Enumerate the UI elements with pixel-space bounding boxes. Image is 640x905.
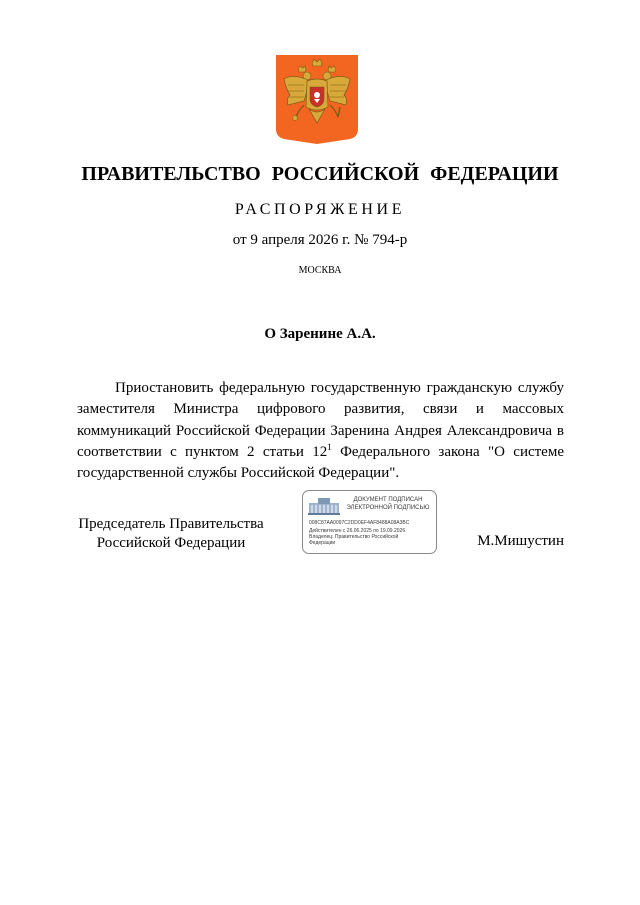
body-text-part2: Федерального закона "О системе государственной службы Российской Федерации". — [77, 443, 564, 482]
document-body — [77, 378, 564, 484]
document-date-number: от 9 апреля 2026 г. № 794-р — [232, 232, 408, 248]
body-superscript: 1 — [327, 441, 332, 452]
emblem — [276, 55, 358, 144]
signer-title-line2: Российской Федерации — [96, 535, 246, 551]
government-title: ПРАВИТЕЛЬСТВО РОССИЙСКОЙ ФЕДЕРАЦИИ — [81, 163, 559, 185]
document-city: МОСКВА — [298, 265, 342, 276]
stamp-owner-line1: Владелец: Правительство Российской — [309, 534, 399, 540]
stamp-certificate: 008C87AA0097C2DD0EF4AF8488A08A3BC — [309, 520, 410, 526]
stamp-heading-line1: ДОКУМЕНТ ПОДПИСАН — [353, 497, 423, 503]
signer-title — [76, 515, 266, 553]
signer-title-line1: Председатель Правительства — [78, 516, 264, 532]
signer-name: М.Мишустин — [477, 533, 564, 549]
document-type: РАСПОРЯЖЕНИЕ — [234, 201, 406, 218]
body-text-part1: Приостановить федеральную государственную гражданскую службу заместителя Министра цифрового развития, связи и массовых коммуникаций Российской Федерации Заренина Андрея Александровича в соответствии с пунктом 2 статьи 12 — [77, 380, 564, 460]
electronic-signature-stamp — [302, 490, 437, 554]
stamp-owner-line2: Федерации — [309, 540, 336, 546]
stamp-validity: Действителен с 26.06.2025 по 19.09.2026 — [309, 528, 406, 534]
stamp-heading-line2: ЭЛЕКТРОННОЙ ПОДПИСЬЮ — [346, 505, 430, 511]
russian-coat-of-arms-icon — [276, 55, 358, 144]
building-icon — [308, 497, 340, 515]
stamp-heading — [341, 496, 435, 512]
document-subject: О Заренине А.А. — [264, 326, 376, 342]
